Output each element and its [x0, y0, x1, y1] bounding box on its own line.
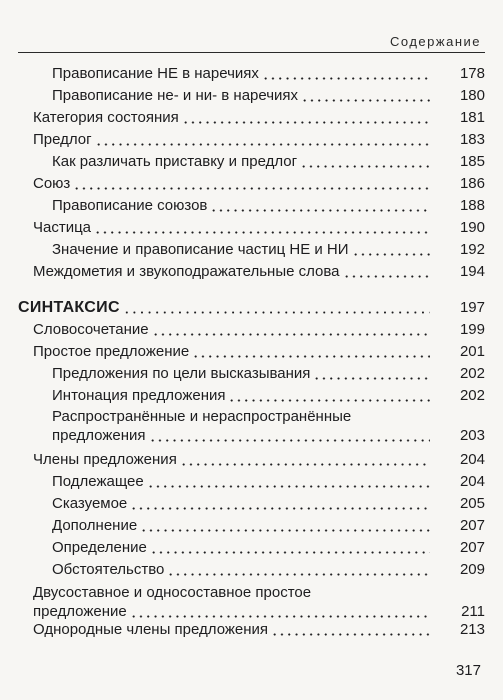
toc-entry	[33, 320, 485, 342]
toc-entry-title: предложения	[52, 427, 146, 444]
dot-leader	[210, 209, 430, 212]
toc-entry-title: Междометия и звукоподражательные слова	[33, 263, 340, 280]
toc-entry	[52, 472, 485, 494]
toc-entry	[52, 408, 485, 448]
toc-page-number: 209	[459, 561, 485, 578]
toc-page-number: 201	[459, 343, 485, 360]
toc-page-number: 178	[459, 65, 485, 82]
toc-page-number: 213	[459, 621, 485, 638]
toc-page-number: 190	[459, 219, 485, 236]
dot-leader	[123, 311, 430, 314]
toc-page-number: 181	[459, 109, 485, 126]
toc-entry-title: Дополнение	[52, 517, 138, 534]
dot-leader	[352, 253, 430, 256]
toc-entry-title: Категория состояния	[33, 109, 179, 126]
toc-entry-title: Предлог	[33, 131, 92, 148]
toc-entry-title: Определение	[52, 539, 147, 556]
toc-entry-title-line1: Двусоставное и односоставное простое	[33, 584, 312, 601]
toc-entry	[33, 450, 485, 472]
toc-page-number: 186	[459, 175, 485, 192]
toc-entry	[33, 620, 485, 642]
toc-entry	[33, 174, 485, 196]
toc-entry	[33, 262, 485, 284]
toc-entry	[52, 64, 485, 86]
toc-page-number: 197	[459, 299, 485, 316]
toc-page-number: 202	[459, 387, 485, 404]
toc-page-number: 203	[459, 427, 485, 444]
dot-leader	[130, 615, 430, 618]
toc-entry-title: Правописание НЕ в наречиях	[52, 65, 259, 82]
toc-page-number: 183	[459, 131, 485, 148]
toc-entry-title: предложение	[33, 603, 127, 620]
toc-page-number: 205	[459, 495, 485, 512]
dot-leader	[228, 399, 430, 402]
running-header: Содержание	[390, 34, 481, 49]
toc-entry	[33, 108, 485, 130]
toc-page-number: 192	[459, 241, 485, 258]
toc-entry-title: Сказуемое	[52, 495, 128, 512]
toc-entry-title: Интонация предложения	[52, 387, 226, 404]
toc-entry	[52, 86, 485, 108]
toc-entry	[33, 342, 485, 364]
toc-page-number: 180	[459, 87, 485, 104]
toc-page-number: 204	[459, 451, 485, 468]
toc-entry-title: Союз	[33, 175, 71, 192]
dot-leader	[271, 633, 430, 636]
toc-entry-title: Члены предложения	[33, 451, 177, 468]
header-divider	[18, 52, 485, 53]
toc-entry-title: СИНТАКСИС	[18, 299, 120, 316]
toc-page-number: 204	[459, 473, 485, 490]
toc-entry	[52, 386, 485, 408]
toc-entry	[52, 196, 485, 218]
dot-leader	[130, 507, 430, 510]
toc-entry-title: Правописание союзов	[52, 197, 208, 214]
dot-leader	[95, 143, 430, 146]
toc-entry	[52, 560, 485, 582]
toc-entry-title: Обстоятельство	[52, 561, 165, 578]
toc-entry-title: Частица	[33, 219, 92, 236]
toc-entry	[52, 364, 485, 386]
dot-leader	[180, 463, 430, 466]
dot-leader	[94, 231, 430, 234]
dot-leader	[167, 573, 430, 576]
dot-leader	[192, 355, 430, 358]
toc-entry	[52, 516, 485, 538]
toc-page-number: 188	[459, 197, 485, 214]
dot-leader	[182, 121, 430, 124]
toc-entry-title: Правописание не- и ни- в наречиях	[52, 87, 299, 104]
page-number: 317	[455, 662, 481, 679]
dot-leader	[301, 99, 430, 102]
toc-page-number: 202	[459, 365, 485, 382]
toc-entry-title: Как различать приставку и предлог	[52, 153, 298, 170]
toc-page-number: 211	[461, 603, 485, 620]
toc-entry-title: Словосочетание	[33, 321, 149, 338]
dot-leader	[300, 165, 430, 168]
dot-leader	[343, 275, 430, 278]
toc-entry-title: Значение и правописание частиц НЕ и НИ	[52, 241, 349, 258]
dot-leader	[313, 377, 430, 380]
toc-entry-title-line1: Распространённые и нераспространённые	[52, 408, 352, 425]
toc-page-number: 185	[459, 153, 485, 170]
toc-entry	[33, 218, 485, 240]
toc-entry	[33, 130, 485, 152]
dot-leader	[149, 439, 431, 442]
toc-entry-title: Простое предложение	[33, 343, 190, 360]
toc-section-heading	[18, 298, 485, 320]
toc-entry-title: Предложения по цели высказывания	[52, 365, 311, 382]
toc-entry-title: Однородные члены предложения	[33, 621, 269, 638]
toc-entry	[52, 240, 485, 262]
dot-leader	[262, 77, 430, 80]
dot-leader	[140, 529, 430, 532]
toc-page-number: 194	[459, 263, 485, 280]
toc-page-number: 207	[459, 517, 485, 534]
dot-leader	[73, 187, 430, 190]
toc-entry	[52, 538, 485, 560]
toc-page-number: 207	[459, 539, 485, 556]
toc-entry	[33, 584, 485, 624]
dot-leader	[147, 485, 430, 488]
toc-entry	[52, 152, 485, 174]
toc-page-number: 199	[459, 321, 485, 338]
toc-entry	[52, 494, 485, 516]
dot-leader	[150, 551, 430, 554]
dot-leader	[152, 333, 430, 336]
toc-entry-title: Подлежащее	[52, 473, 144, 490]
